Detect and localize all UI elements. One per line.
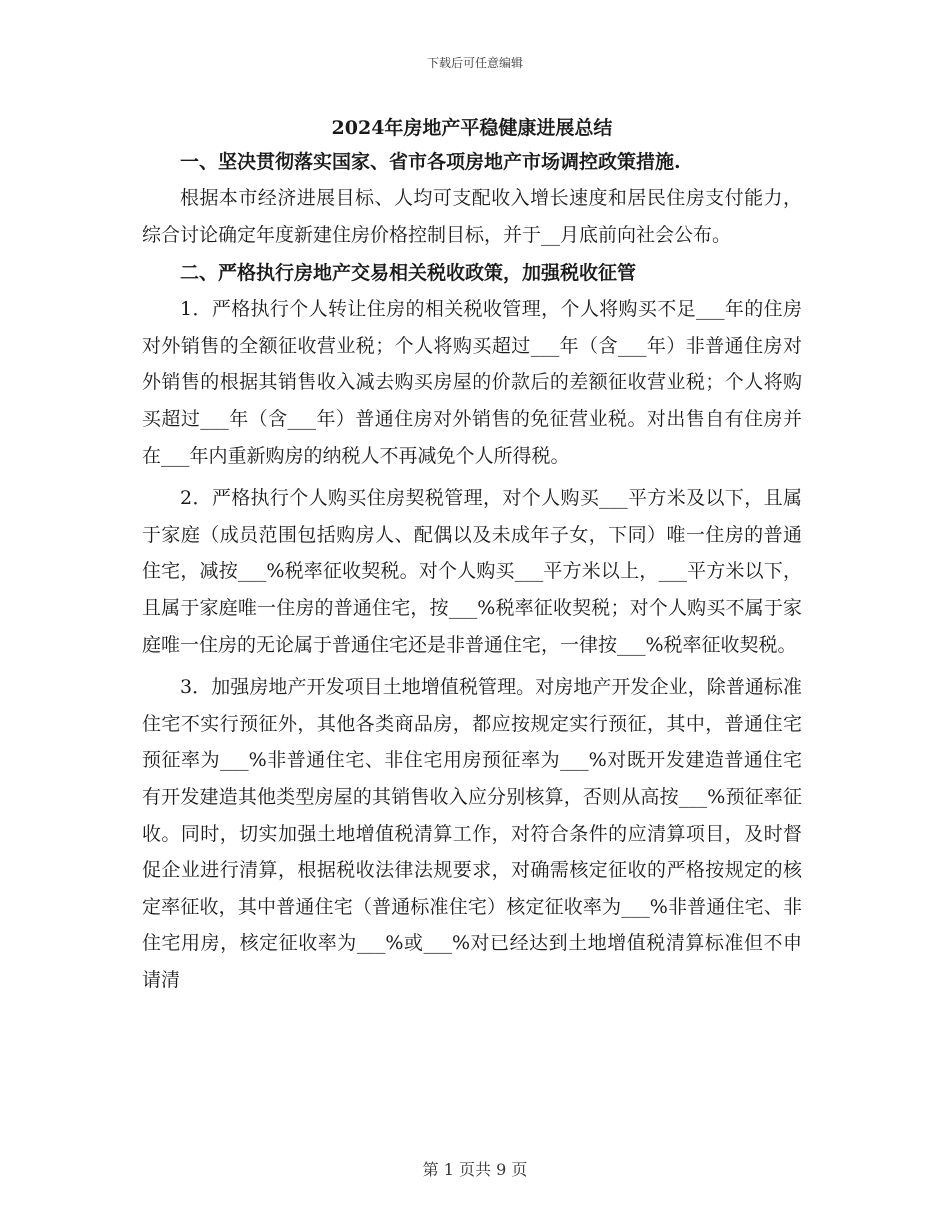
document-body xyxy=(142,112,802,1004)
section-1-paragraph: 根据本市经济进展目标、人均可支配收入增长速度和居民住房支付能力，综合讨论确定年度新建住房价格控制目标，并于__月底前向社会公布。 xyxy=(142,187,802,246)
item-2-paragraph: 2．严格执行个人购买住房契税管理，对个人购买___平方米及以下，且属于家庭（成员范围包括购房人、配偶以及未成年子女，下同）唯一住房的普通住宅，减按___%税率征收契税。对个人购买___平方米以上，___平方米以下，且属于家庭唯一住房的普通住宅，按___%税率征收契税；对个人购买不属于家庭唯一住房的无论属于普通住宅还是非普通住宅，一律按___%税率征收契税。 xyxy=(142,487,802,656)
page-number: 第 1 页共 9 页 xyxy=(422,1160,528,1179)
item-1-paragraph: 1．严格执行个人转让住房的相关税收管理，个人将购买不足___年的住房对外销售的全额征收营业税；个人将购买超过___年（含___年）非普通住房对外销售的根据其销售收入减去购买房屋的价款后的差额征收营业税；个人将购买超过___年（含___年）普通住房对外销售的免征营业税。对出售自有住房并在___年内重新购房的纳税人不再减免个人所得税。 xyxy=(142,298,802,467)
document-title: 2024年房地产平稳健康进展总结 xyxy=(331,117,613,139)
section-2-heading: 二、严格执行房地产交易相关税收政策，加强税收征管 xyxy=(180,262,637,285)
section-1-heading: 一、坚决贯彻落实国家、省市各项房地产市场调控政策措施. xyxy=(180,151,681,173)
item-3-paragraph: 3．加强房地产开发项目土地增值税管理。对房地产开发企业，除普通标准住宅不实行预征外，其他各类商品房，都应按规定实行预征，其中，普通住宅预征率为___%非普通住宅、非住宅用房预征率为___%对既开发建造普通住宅有开发建造其他类型房屋的其销售收入应分别核算，否则从高按___%预征率征收。同时，切实加强土地增值税清算工作，对符合条件的应清算项目，及时督促企业进行清算，根据税收法律法规要求，对确需核定征收的严格按规定的核定率征收，其中普通住宅（普通标准住宅）核定征收率为___%非普通住宅、非住宅用房，核定征收率为___%或___%对已经达到土地增值税清算标准但不申请清 xyxy=(142,676,802,991)
header-note: 下载后可任意编辑 xyxy=(426,56,523,70)
